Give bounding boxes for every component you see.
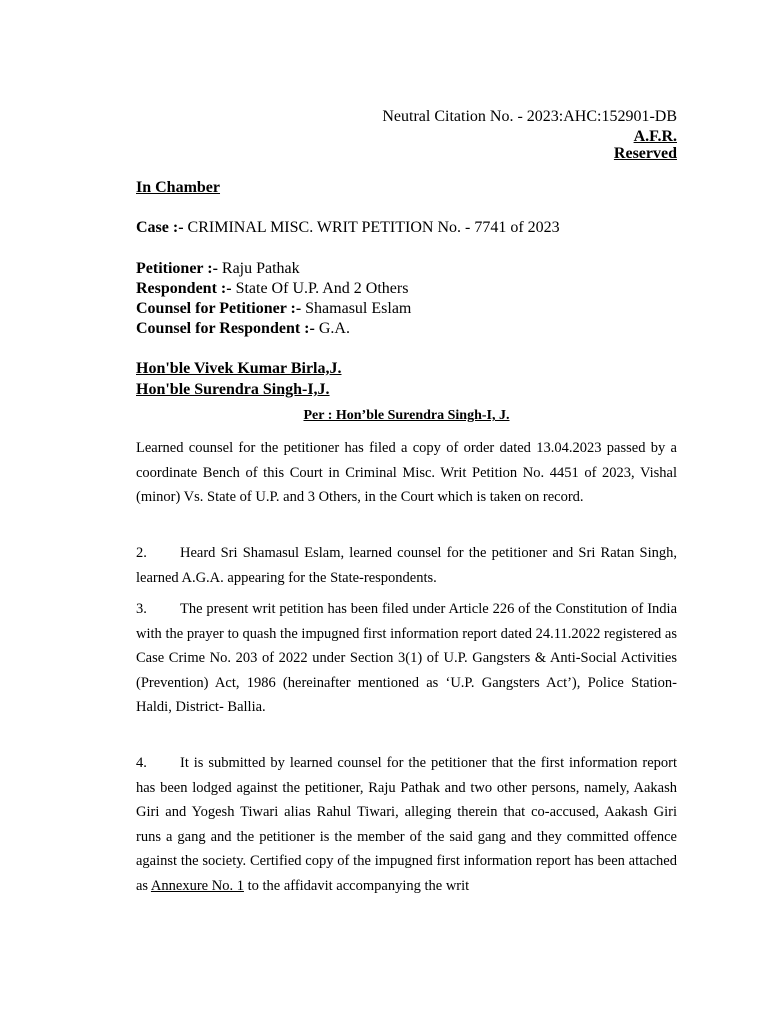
counsel-petitioner-line [136,300,411,318]
case-value: CRIMINAL MISC. WRIT PETITION No. - 7741 of 2023 [187,219,560,236]
respondent-line [136,280,408,298]
paragraph-1: Learned counsel for the petitioner has filed a copy of order dated 13.04.2023 passed by a coordinate Bench of this Court in Criminal Misc. Writ Petition No. 4451 of 2023, Vishal (minor) Vs. State of U.P. and 3 Others, in the Court which is taken on record. [136,440,677,505]
per-judge-text: Per : Hon’ble Surendra Singh-I, J. [303,408,510,423]
respondent-label: Respondent :- [136,280,232,297]
paragraph-text: It is submitted by learned counsel for the petitioner that the first information report has been lodged against the petitioner, Raju Pathak and two other persons, namely, Aakash Giri and Yogesh Tiwari alias Rahul Tiwari, alleging therein that co-accused, Aakash Giri runs a gang and the petitioner is the member of the said gang and they committed offence against the society. Certified copy of the impugned first information report has been attached as [136,755,677,894]
case-line [136,219,560,237]
counsel-petitioner-value: Shamasul Eslam [305,300,412,317]
paragraph-number: 4. [136,755,147,771]
in-chamber-heading: In Chamber [136,179,221,196]
counsel-respondent-line [136,320,350,338]
petitioner-value: Raju Pathak [221,260,300,277]
judge-name: Hon'ble Surendra Singh-I,J. [136,381,330,398]
paragraph-number: 3. [136,601,147,617]
reserved-label: Reserved [613,145,677,162]
paragraph-4 [136,751,677,898]
judge-name: Hon'ble Vivek Kumar Birla,J. [136,360,342,377]
petitioner-line [136,260,300,278]
paragraph-2 [136,541,677,590]
counsel-respondent-label: Counsel for Respondent :- [136,320,315,337]
counsel-respondent-value: G.A. [318,320,350,337]
petitioner-label: Petitioner :- [136,260,218,277]
annexure-reference: Annexure No. 1 [150,877,244,894]
respondent-value: State Of U.P. And 2 Others [235,280,409,297]
paragraph-text: to the affidavit accompanying the writ [247,877,470,894]
paragraph-text: Heard Sri Shamasul Eslam, learned counsel for the petitioner and Sri Ratan Singh, learned A.G.A. appearing for the State-respondents. [136,545,677,586]
per-judge-heading [136,408,677,424]
paragraph-3 [136,597,677,720]
case-label: Case :- [136,219,184,236]
paragraph-number: 2. [136,545,147,561]
afr-label: A.F.R. [633,128,677,145]
counsel-petitioner-label: Counsel for Petitioner :- [136,300,302,317]
paragraph-text: The present writ petition has been filed under Article 226 of the Constitution of India with the prayer to quash the impugned first information report dated 24.11.2022 registered as Case Crime No. 203 of 2022 under Section 3(1) of U.P. Gangsters & Anti-Social Activities (Prevention) Act, 1986 (hereinafter mentioned as ‘U.P. Gangsters Act’), Police Station- Haldi, District- Ballia. [136,601,677,715]
neutral-citation: Neutral Citation No. - 2023:AHC:152901-DB [382,108,677,125]
